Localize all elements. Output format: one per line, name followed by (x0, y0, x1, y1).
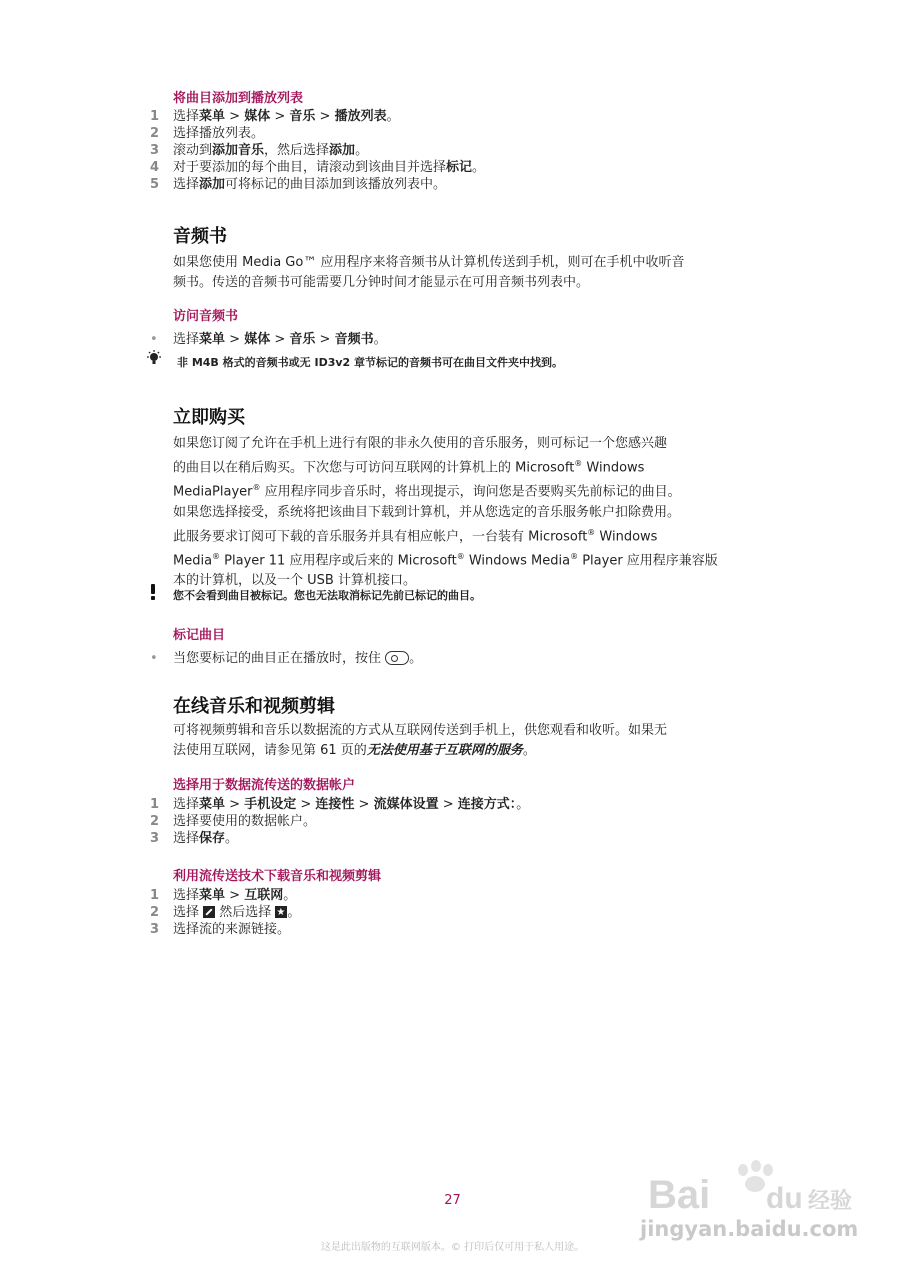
subheading-access-audiobooks: 访问音频书 (173, 309, 239, 324)
step-1: 1 选择菜单 > 手机设定 > 连接性 > 流媒体设置 > 连接方式：。 (150, 797, 530, 812)
svg-text:经验: 经验 (808, 1189, 853, 1214)
bullet-dot: • (150, 651, 158, 666)
subheading-add-to-playlist: 将曲目添加到播放列表 (173, 91, 304, 106)
buy-now-paragraph: 如果您订阅了允许在手机上进行有限的非永久使用的音乐服务，则可标记一个您感兴趣 的曲目以在稍后购买。下次您与可访问互联网的计算机上的 Microsoft® Windows MediaPlayer® 应用程序同步音乐时，将出现提示，询问您是否要购买先前标记的曲目。 如果您选择接受，系统将把该曲目下载到计算机，并从您选定的音乐服务帐户扣除费用。 此服务要求订阅可下载的音乐服务并具有相应帐户，一台装有 Microsoft® Windows Media® Player 11 应用程序或后来的 Microsoft® Windows Media® Player 应用程序兼容版 本的计算机，以及一个 USB 计算机接口。 (173, 436, 718, 589)
page-number: 27 (444, 1193, 461, 1208)
star-favorite-icon (275, 906, 287, 918)
online-paragraph: 可将视频剪辑和音乐以数据流的方式从互联网传送到手机上，供您观看和收听。如果无 法使用互联网，请参见第 61 页的无法使用基于互联网的服务。 (173, 723, 668, 758)
footer-note: 这是此出版物的互联网版本。© 打印后仅可用于私人用途。 (320, 1242, 585, 1253)
step-3: 3 选择流的来源链接。 (150, 922, 291, 937)
steps-select-data-account (150, 796, 529, 847)
step-3: 3 选择保存。 (150, 831, 239, 846)
warning-note-buy-now: 您不会看到曲目被标记。您也无法取消标记先前已标记的曲目。 (173, 589, 481, 602)
step-4: 4 对于要添加的每个曲目，请滚动到该曲目并选择标记。 (150, 160, 486, 175)
audiobook-paragraph: 如果您使用 Media Go™ 应用程序来将音频书从计算机传送到手机，则可在手机中收听音 频书。传送的音频书可能需要几分钟时间才能显示在可用音频书列表中。 (173, 255, 685, 290)
steps-add-to-playlist (150, 108, 485, 193)
bullet-mark-track: • 当您要标记的曲目正在播放时，按住 。 (150, 651, 423, 666)
step-3: 3 滚动到添加音乐，然后选择添加。 (150, 143, 369, 158)
lightbulb-tip-icon (146, 350, 162, 366)
heading-buy-now: 立即购买 (173, 407, 245, 428)
svg-text:Bai: Bai (648, 1173, 711, 1217)
key-button-icon (385, 651, 409, 665)
step-5: 5 选择添加可将标记的曲目添加到该播放列表中。 (150, 177, 447, 192)
bullet-dot: • (150, 332, 158, 347)
exclamation-warning-icon (148, 584, 158, 600)
heading-online-music-video: 在线音乐和视频剪辑 (173, 696, 335, 717)
steps-streaming-download (150, 887, 300, 938)
step-2: 2 选择 然后选择 ★。 (150, 904, 300, 921)
svg-text:du: du (766, 1182, 803, 1215)
bullet-access-audiobooks: • 选择菜单 > 媒体 > 音乐 > 音频书。 (150, 332, 387, 347)
heading-audiobooks: 音频书 (173, 226, 227, 247)
subheading-select-data-account: 选择用于数据流传送的数据帐户 (173, 778, 356, 793)
step-2: 2 选择播放列表。 (150, 126, 265, 141)
subheading-mark-track: 标记曲目 (173, 628, 226, 643)
baidu-jingyan-watermark-logo (648, 1160, 853, 1220)
subheading-streaming-download: 利用流传送技术下载音乐和视频剪辑 (173, 869, 382, 884)
edit-pen-icon (203, 906, 215, 918)
watermark-url: jingyan.baidu.com (640, 1217, 859, 1241)
step-2: 2 选择要使用的数据帐户。 (150, 814, 317, 829)
step-1: 1 选择菜单 > 媒体 > 音乐 > 播放列表。 (150, 109, 400, 124)
cross-reference-link[interactable]: 无法使用基于互联网的服务 (366, 743, 523, 758)
step-1: 1 选择菜单 > 互联网。 (150, 888, 297, 903)
tip-note-audiobooks: 非 M4B 格式的音频书或无 ID3v2 章节标记的音频书可在曲目文件夹中找到。 (177, 356, 564, 369)
